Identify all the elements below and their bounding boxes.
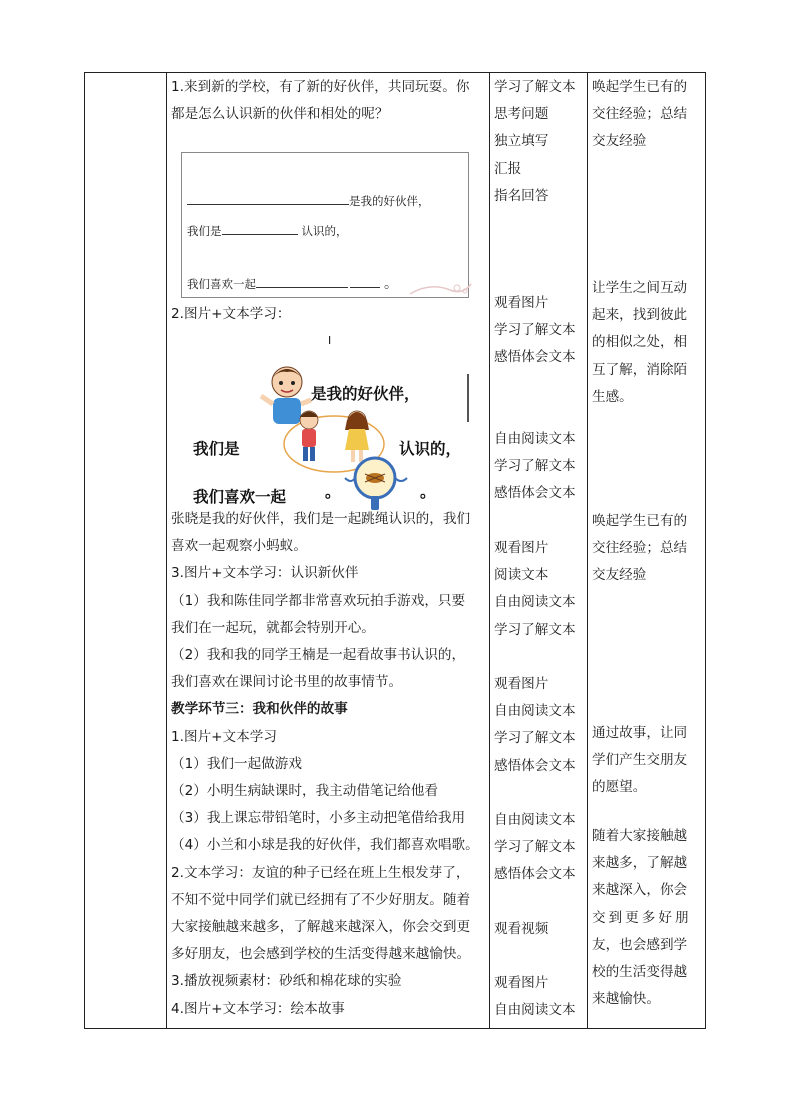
intent-group: 让学生之间互动 起来，找到彼此 的相似之处，相 互了解，消除陌 生感。 — [592, 280, 688, 405]
column-divider — [587, 72, 588, 1029]
activity-group: 观看图片 学习了解文本 感悟体会文本 — [494, 295, 576, 366]
question-intro: 1.来到新的学校，有了新的好伙伴，共同玩耍。你 都是怎么认识新的伙伴和相处的呢？ — [171, 79, 470, 123]
column-divider — [166, 72, 167, 1029]
intent-group: 唤起学生已有的 交往经验；总结 交友经验 — [592, 513, 688, 584]
intent-group: 唤起学生已有的 交往经验；总结 交友经验 — [592, 79, 688, 150]
activity-group: 观看图片 阅读文本 自由阅读文本 学习了解文本 — [494, 540, 576, 638]
column-divider — [489, 72, 490, 1029]
item2-title: 2.图片+文本学习： — [171, 306, 291, 322]
flower-watermark-icon — [405, 278, 475, 298]
text-cursor-icon: I — [328, 334, 332, 347]
fill-in-card: 是我的好伙伴， 我们是 认识的， 我们喜欢一起 。 — [181, 152, 469, 298]
example-answer: 张晓是我的好伙伴，我们是一起跳绳认识的，我们 喜欢一起观察小蚂蚁。 3.图片+文本学习：认识新伙伴 （1）我和陈佳同学都非常喜欢玩拍手游戏，只要 我们在一起玩，就都会特别开心。 （2）我和我的同学王楠是一起看故事书认识的， 我们喜欢在课间讨论书里的故事情节。 教学环节三：我和伙伴的故事 1.图片+文本学习 （1）我们一起做游戏 （2）小明生病缺课时，我主动借笔记给他看 （3）我上课忘带铅笔时，小多主动把笔借给我用 （4）小兰和小球是我的好伙伴，我们都喜欢唱歌。 2.文本学习：友谊的种子已经在班上生根发芽了， 不知不觉中同学们就已经拥有了不少好朋友。随着 大家接触越来越多，了解越来越深入，你会交到更 多好朋友，也会感到学校的生活变得越来越愉快。 3.播放视频素材：砂纸和棉花球的实验 4.图片+文本学习：绘本故事 — [171, 506, 487, 1023]
friends-illustration: I 是我的好伙伴， 我们是 认识的， 我们喜欢一起 。 。 — [181, 340, 481, 510]
activity-group: 观看视频 — [494, 921, 549, 937]
activity-group: 自由阅读文本 学习了解文本 感悟体会文本 — [494, 431, 576, 502]
intent-group: 随着大家接触越 来越多，了解越 来越深入，你会 交到更多好朋 友，也会感到学 校的生活变得越 来越愉快。 — [592, 828, 692, 1008]
divider-bar — [467, 374, 471, 422]
activity-group: 观看图片 自由阅读文本 学习了解文本 感悟体会文本 — [494, 676, 576, 774]
activity-group: 观看图片 自由阅读文本 — [494, 975, 576, 1019]
activity-group: 学习了解文本 思考问题 独立填写 汇报 指名回答 — [494, 79, 576, 204]
intent-group: 通过故事，让同 学们产生交朋友 的愿望。 — [592, 725, 688, 796]
activity-group: 自由阅读文本 学习了解文本 感悟体会文本 — [494, 812, 576, 883]
magnifier-ant-icon — [341, 454, 411, 510]
section-title: 教学环节三：我和伙伴的故事 — [171, 701, 348, 718]
